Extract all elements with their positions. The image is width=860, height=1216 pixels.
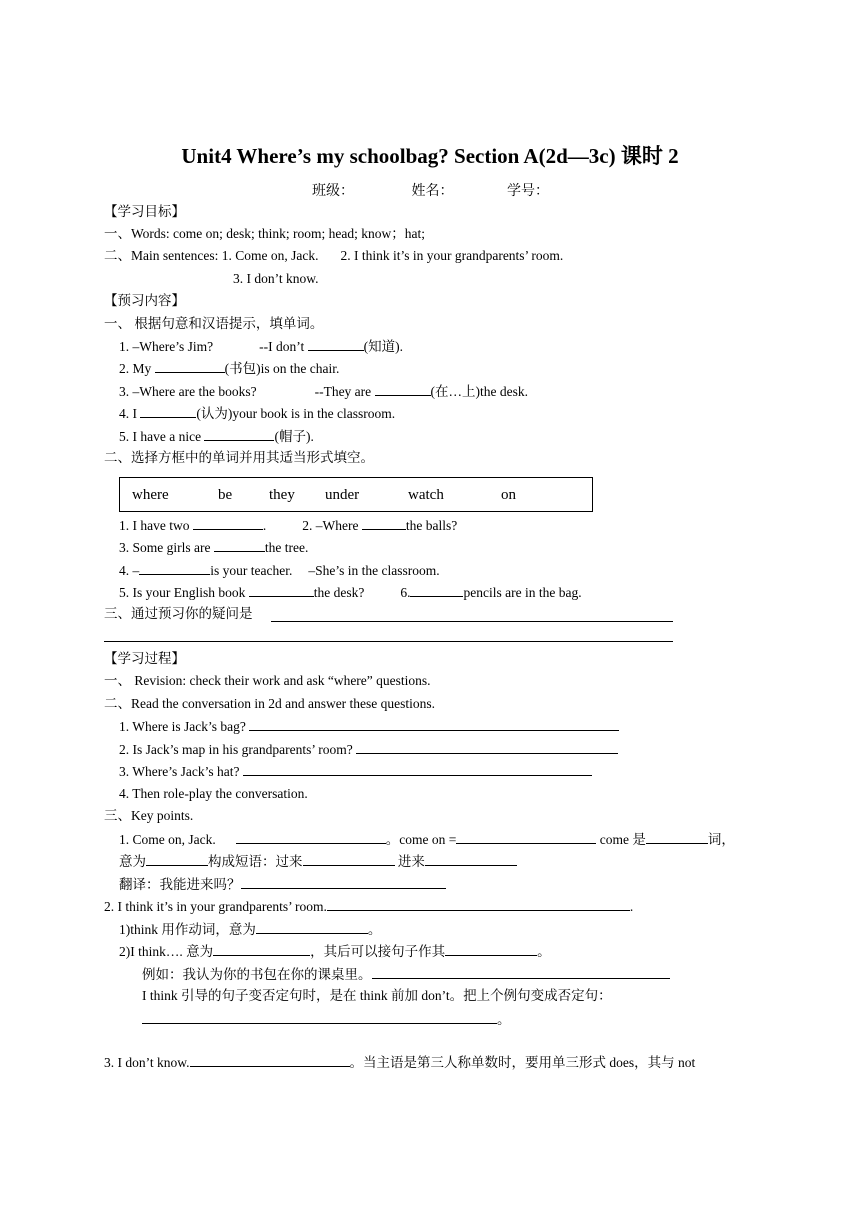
select-question-1-2: 1. I have two . 2. –Where the balls? — [119, 518, 458, 533]
part2-heading: 二、选择方框中的单词并用其适当形式填空。 — [104, 450, 374, 465]
answer-blank[interactable] — [308, 337, 364, 351]
revision: 一、 Revision: check their work and ask “where” questions. — [104, 673, 431, 688]
answer-blank[interactable] — [249, 717, 619, 731]
word-watch: watch — [408, 487, 444, 503]
number-label: 学号： — [507, 184, 549, 199]
answer-question-2: 2. Is Jack’s map in his grandparents’ room? — [119, 740, 618, 759]
question-line[interactable] — [271, 621, 673, 622]
key-point-3: 3. I don’t know. 。当主语是第三人称单数时，要用单三形式 does，其与 not — [104, 1055, 696, 1070]
answer-blank[interactable] — [142, 1010, 497, 1024]
sentence-3: 3. I don’t know. — [233, 271, 319, 286]
goals-heading: 【学习目标】 — [104, 204, 185, 219]
name-label: 姓名： — [411, 184, 454, 199]
word-on: on — [501, 487, 516, 503]
answer-blank[interactable] — [362, 516, 406, 530]
word-they: they — [269, 487, 295, 503]
answer-blank[interactable] — [204, 427, 274, 441]
fill-question-4: 4. I (认为)your book is in the classroom. — [119, 406, 396, 421]
fill-question-5: 5. I have a nice (帽子). — [119, 429, 314, 444]
question-line[interactable] — [104, 641, 673, 642]
class-label: 班级： — [312, 184, 354, 199]
answer-blank[interactable] — [249, 583, 314, 597]
answer-question-3: 3. Where’s Jack’s hat? — [119, 762, 592, 781]
answer-blank[interactable] — [256, 920, 368, 934]
role-play: 4. Then role-play the conversation. — [119, 786, 308, 801]
answer-blank[interactable] — [243, 762, 592, 776]
select-question-4: 4. – is your teacher. –She’s in the classroom. — [119, 563, 440, 578]
goals-words: 一、Words: come on; desk; think; room; head; know；hat; — [104, 226, 425, 241]
goals-sentences — [104, 247, 563, 265]
key-points-heading: 三、Key points. — [104, 808, 194, 823]
answer-blank[interactable] — [372, 965, 670, 979]
answer-blank[interactable] — [456, 830, 596, 844]
answer-blank[interactable] — [213, 942, 310, 956]
answer-blank[interactable] — [139, 561, 210, 575]
sentence-2: 2. I think it’s in your grandparents’ room. — [340, 248, 564, 263]
answer-blank[interactable] — [425, 852, 517, 866]
word-be: be — [218, 487, 233, 503]
select-question-3: 3. Some girls are the tree. — [119, 540, 309, 555]
answer-blank[interactable] — [146, 852, 208, 866]
page-title: Unit4 Where’s my schoolbag? Section A(2d—3c) 课时 2 — [181, 144, 679, 168]
answer-blank[interactable] — [193, 516, 263, 530]
answer-blank[interactable] — [303, 852, 395, 866]
key-point-2-answer: 。 — [142, 1010, 511, 1029]
answer-blank[interactable] — [356, 740, 618, 754]
answer-blank[interactable] — [410, 583, 463, 597]
answer-blank[interactable] — [646, 830, 708, 844]
answer-blank[interactable] — [190, 1053, 350, 1067]
key-point-2-negative: I think 引导的句子变否定句时，是在 think 前加 don’t。把上个例句变成否定句： — [142, 988, 612, 1003]
key-point-2-1: 1)think 用作动词，意为 。 — [119, 922, 382, 937]
key-point-2: 2. I think it’s in your grandparents’ room. . — [104, 899, 634, 914]
part1-heading: 一、 根据句意和汉语提示，填单词。 — [104, 316, 324, 331]
answer-blank[interactable] — [241, 875, 446, 889]
part3-heading: 三、通过预习你的疑问是 — [104, 606, 253, 621]
key-point-2-2: 2)I think…. 意为 ，其后可以接句子作其 。 — [119, 944, 551, 959]
student-info — [312, 180, 549, 200]
key-point-1: 1. Come on, Jack. 。come on = come 是 词， — [119, 832, 735, 847]
select-question-5-6: 5. Is your English book the desk? 6. pencils are in the bag. — [119, 585, 582, 600]
answer-question-1: 1. Where is Jack’s bag? — [119, 717, 619, 736]
preview-heading: 【预习内容】 — [104, 293, 185, 308]
answer-blank[interactable] — [236, 830, 386, 844]
answer-blank[interactable] — [375, 382, 431, 396]
word-box — [119, 477, 593, 512]
key-point-2-example: 例如：我认为你的书包在你的课桌里。 — [142, 965, 670, 984]
word-under: under — [325, 487, 360, 503]
answer-blank[interactable] — [214, 538, 265, 552]
fill-question-1: 1. –Where’s Jim? --I don’t (知道). — [119, 339, 403, 354]
fill-question-3: 3. –Where are the books? --They are (在…上)the desk. — [119, 384, 529, 399]
process-heading: 【学习过程】 — [104, 651, 185, 666]
answer-blank[interactable] — [327, 897, 630, 911]
answer-blank[interactable] — [445, 942, 537, 956]
answer-blank[interactable] — [155, 359, 225, 373]
key-point-1-meaning: 意为 构成短语：过来 进来 — [119, 852, 517, 871]
word-where: where — [132, 487, 169, 503]
answer-blank[interactable] — [140, 404, 196, 418]
key-point-1-translate: 翻译：我能进来吗？ — [119, 875, 446, 894]
sentence-1: 二、Main sentences: 1. Come on, Jack. — [104, 248, 319, 263]
reading-task: 二、Read the conversation in 2d and answer these questions. — [104, 696, 436, 711]
fill-question-2: 2. My (书包)is on the chair. — [119, 361, 340, 376]
